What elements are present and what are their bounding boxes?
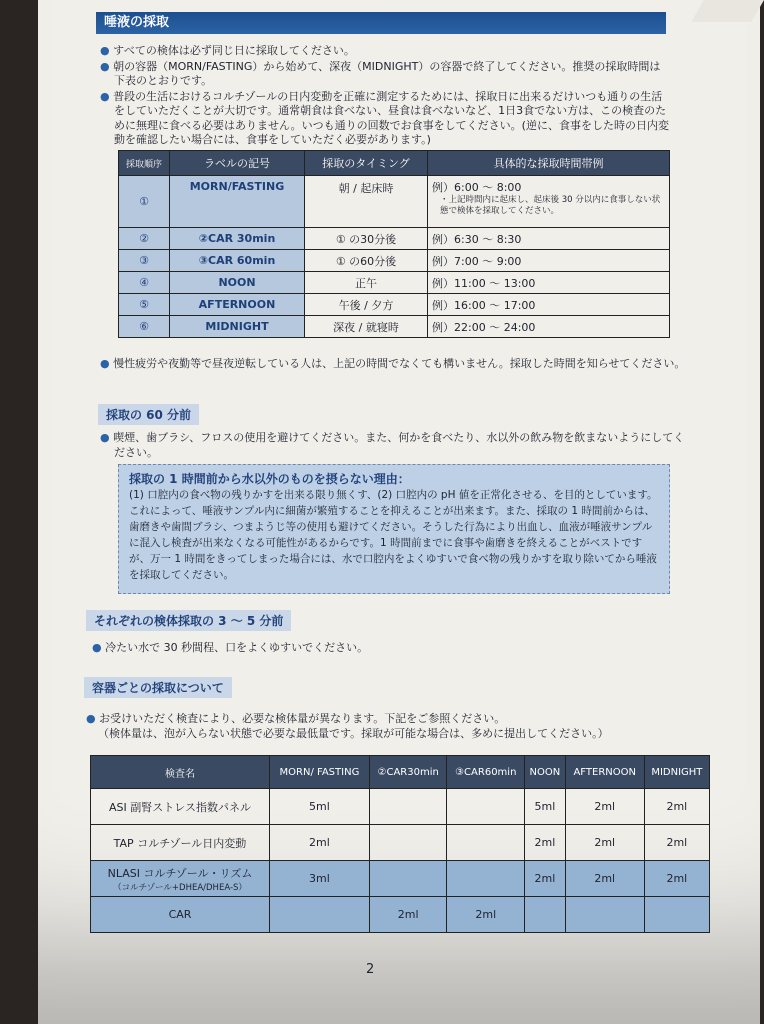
volume-cell: 3ml bbox=[270, 861, 370, 897]
timing-cell: ① の30分後 bbox=[305, 228, 428, 250]
table-row bbox=[91, 825, 710, 861]
table-row bbox=[119, 250, 670, 272]
table-row bbox=[119, 294, 670, 316]
th-example: 具体的な採取時間帯例 bbox=[428, 151, 670, 176]
th-test-name: 検査名 bbox=[91, 756, 270, 789]
example-text: 例）6:00 〜 8:00 bbox=[432, 181, 522, 194]
bullet-item: ● 普段の生活におけるコルチゾールの日内変動を正確に測定するためには、採取日に出来るだけいつも通りの生活をしていただくことが大切です。通常朝食は食べない、昼食は食べないなど、1日3食でない方は、この検査のために無理に食べる必要はありません。いつも通りの回数でお食事をしてください。(逆に、食事をした時の日内変動を確認したい場合には、食事をしていただく必要があります。) bbox=[100, 89, 669, 146]
order-cell: ② bbox=[119, 228, 170, 250]
volume-cell: 2ml bbox=[525, 861, 566, 897]
volume-table bbox=[90, 755, 710, 933]
sec60-title: 採取の 60 分前 bbox=[98, 404, 199, 425]
container-line2: （検体量は、泡が入らない状態で必要な最低量です。採取が可能な場合は、多めに提出してください。） bbox=[98, 727, 609, 740]
reason-text: (1) 口腔内の食べ物の残りかすを出来る限り無くす、(2) 口腔内の pH 値を正常化させる、を目的としています。これによって、唾液サンプル内に細菌が繁殖することを抑えることが出来ます。また、採取の 1 時間前からは、歯磨きや歯間ブラシ、つまようじ等の使用も避けてください。そうした行為により出血し、血液が唾液サンプルに混入し検査が出来なくなる可能性があるからです。1 時間前までに食事や歯磨きを終えることがベストですが、万一 1 時間をきってしまった場合には、水で口腔内をよくゆすいで食べ物の残りかすを取り除いてから唾液を採取してください。 bbox=[129, 489, 658, 581]
example-cell: 例）6:30 〜 8:30 bbox=[428, 228, 670, 250]
test-name-cell bbox=[91, 861, 270, 897]
order-cell: ① bbox=[119, 176, 170, 228]
volume-cell: 2ml bbox=[369, 897, 447, 933]
test-subname: （コルチゾール+DHEA/DHEA-S） bbox=[113, 882, 247, 893]
volume-cell bbox=[369, 861, 447, 897]
volume-cell: 2ml bbox=[565, 789, 644, 825]
table-row bbox=[91, 861, 710, 897]
example-cell bbox=[428, 176, 670, 228]
th-morn: MORN/ FASTING bbox=[270, 756, 370, 789]
timing-cell: 朝 / 起床時 bbox=[305, 176, 428, 228]
timing-cell: 午後 / 夕方 bbox=[305, 294, 428, 316]
example-cell: 例）22:00 〜 24:00 bbox=[428, 316, 670, 338]
label-cell: ②CAR 30min bbox=[170, 228, 305, 250]
label-cell: NOON bbox=[170, 272, 305, 294]
test-name-cell: CAR bbox=[91, 897, 270, 933]
example-cell: 例）16:00 〜 17:00 bbox=[428, 294, 670, 316]
label-cell: AFTERNOON bbox=[170, 294, 305, 316]
intro-bullets bbox=[100, 44, 670, 149]
label-cell: MORN/FASTING bbox=[170, 176, 305, 228]
sec60-text: ● 喫煙、歯ブラシ、フロスの使用を避けてください。また、何かを食べたり、水以外の飲み物を飲まないようにしてください。 bbox=[100, 431, 685, 459]
volume-cell: 2ml bbox=[447, 897, 525, 933]
table-row bbox=[91, 789, 710, 825]
volume-cell bbox=[565, 897, 644, 933]
volume-cell bbox=[447, 861, 525, 897]
bullet-dot: ● bbox=[86, 712, 100, 725]
volume-cell bbox=[447, 825, 525, 861]
bullet-item: ● 朝の容器（MORN/FASTING）から始めて、深夜（MIDNIGHT）の容器で終了してください。推奨の採取時間は下表のとおりです。 bbox=[100, 59, 661, 87]
volume-cell bbox=[369, 789, 447, 825]
container-text: ● お受けいただく検査により、必要な検体量が異なります。下記をご参照ください。 （検体量は、泡が入らない状態で必要な最低量です。採取が可能な場合は、多めに提出してください。） bbox=[86, 711, 706, 741]
timing-cell: 深夜 / 就寝時 bbox=[305, 316, 428, 338]
volume-cell: 5ml bbox=[270, 789, 370, 825]
volume-cell: 5ml bbox=[525, 789, 566, 825]
table-row bbox=[91, 897, 710, 933]
sec35-text: ● 冷たい水で 30 秒間程、口をよくゆすいでください。 bbox=[92, 641, 369, 654]
th-noon: NOON bbox=[525, 756, 566, 789]
order-cell: ⑥ bbox=[119, 316, 170, 338]
label-cell: MIDNIGHT bbox=[170, 316, 305, 338]
table-row bbox=[119, 316, 670, 338]
test-name: NLASI コルチゾール・リズム bbox=[107, 866, 253, 880]
volume-table-header bbox=[91, 756, 710, 789]
th-car30: ②CAR30min bbox=[369, 756, 447, 789]
th-midnight: MIDNIGHT bbox=[644, 756, 709, 789]
table-row bbox=[119, 228, 670, 250]
volume-cell: 2ml bbox=[270, 825, 370, 861]
reason-title: 採取の 1 時間前から水以外のものを摂らない理由： bbox=[129, 472, 410, 486]
page-number: 2 bbox=[366, 962, 375, 977]
order-cell: ⑤ bbox=[119, 294, 170, 316]
sampling-time-table bbox=[118, 150, 670, 338]
th-label: ラベルの記号 bbox=[170, 151, 305, 176]
bullet-dot: ● bbox=[100, 44, 114, 57]
sec35-title: それぞれの検体採取の 3 〜 5 分前 bbox=[86, 610, 291, 631]
timing-cell: ① の60分後 bbox=[305, 250, 428, 272]
order-cell: ④ bbox=[119, 272, 170, 294]
volume-cell: 2ml bbox=[565, 825, 644, 861]
volume-cell: 2ml bbox=[644, 789, 709, 825]
th-car60: ③CAR60min bbox=[447, 756, 525, 789]
th-order: 採取順序 bbox=[119, 151, 170, 176]
volume-cell bbox=[270, 897, 370, 933]
section-title: 唾液の採取 bbox=[96, 12, 666, 34]
volume-cell: 2ml bbox=[525, 825, 566, 861]
label-cell: ③CAR 60min bbox=[170, 250, 305, 272]
test-name-cell: TAP コルチゾール日内変動 bbox=[91, 825, 270, 861]
volume-cell: 2ml bbox=[565, 861, 644, 897]
corner-paper bbox=[691, 0, 764, 22]
example-cell: 例）11:00 〜 13:00 bbox=[428, 272, 670, 294]
order-cell: ③ bbox=[119, 250, 170, 272]
bullet-dot: ● bbox=[92, 641, 106, 654]
table-row bbox=[119, 272, 670, 294]
table-row bbox=[119, 176, 670, 228]
volume-cell bbox=[525, 897, 566, 933]
bullet-dot: ● bbox=[100, 59, 114, 73]
bullet-dot: ● bbox=[100, 431, 114, 444]
bullet-dot: ● bbox=[100, 89, 114, 103]
bullet-dot: ● bbox=[100, 357, 114, 370]
reason-box bbox=[118, 464, 670, 594]
volume-cell: 2ml bbox=[644, 825, 709, 861]
volume-cell bbox=[644, 897, 709, 933]
th-afternoon: AFTERNOON bbox=[565, 756, 644, 789]
night-note: ● 慢性疲労や夜勤等で昼夜逆転している人は、上記の時間でなくても構いません。採取した時間を知らせてください。 bbox=[100, 357, 686, 370]
test-name-cell: ASI 副腎ストレス指数パネル bbox=[91, 789, 270, 825]
volume-cell bbox=[369, 825, 447, 861]
th-timing: 採取のタイミング bbox=[305, 151, 428, 176]
volume-cell: 2ml bbox=[644, 861, 709, 897]
bullet-item: ● すべての検体は必ず同じ日に採取してください。 bbox=[100, 44, 355, 57]
example-cell: 例）7:00 〜 9:00 bbox=[428, 250, 670, 272]
example-note: ・上記時間内に起床し、起床後 30 分以内に食事しない状態で検体を採取してください。 bbox=[440, 195, 661, 216]
volume-cell bbox=[447, 789, 525, 825]
container-title: 容器ごとの採取について bbox=[84, 677, 232, 698]
timing-cell: 正午 bbox=[305, 272, 428, 294]
time-table-header bbox=[119, 151, 670, 176]
